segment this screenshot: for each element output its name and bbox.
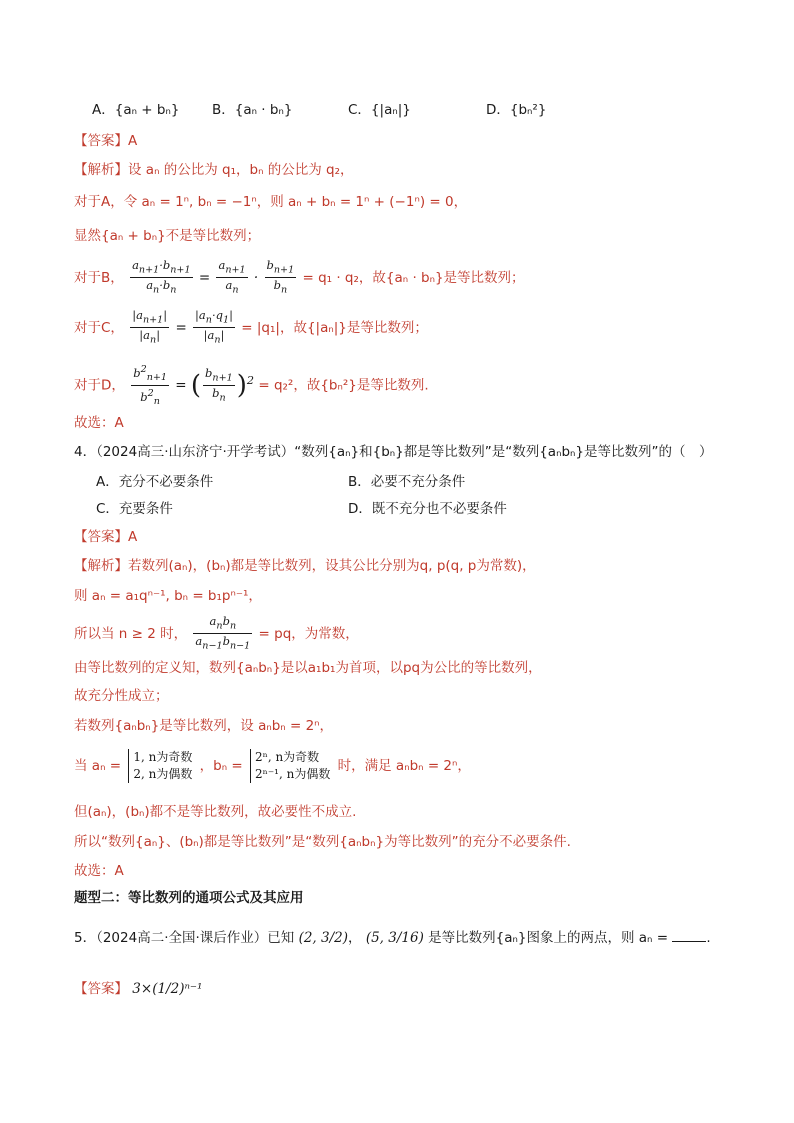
- q4-analysis-2: 则 aₙ = a₁qⁿ⁻¹, bₙ = b₁pⁿ⁻¹，: [74, 588, 262, 604]
- analysis-line: [74, 160, 354, 180]
- answer-value: A: [128, 133, 138, 149]
- q4-analysis-7: [74, 746, 471, 786]
- case-b-label: 对于B，: [74, 269, 124, 286]
- q4-analysis-6: 若数列{aₙbₙ}是等比数列，设 aₙbₙ = 2ⁿ，: [74, 718, 334, 734]
- question-4-stem: 4．（2024高三·山东济宁·开学考试）“数列{aₙ}和{bₙ}都是等比数列”是“数列{aₙbₙ}是等比数列”的（ ）: [74, 444, 713, 460]
- case-a-line: 对于A，令 aₙ = 1ⁿ, bₙ = −1ⁿ，则 aₙ + bₙ = 1ⁿ + (−1ⁿ) = 0，: [74, 194, 468, 210]
- question-5-stem: 5．（2024高二·全国·课后作业）已知 (2, 3/2)， (5, 3/16) 是等比数列{aₙ}图象上的两点，则 aₙ = .: [74, 920, 711, 956]
- case-a-conclusion: 显然{aₙ + bₙ}不是等比数列；: [74, 228, 261, 244]
- q4-answer-line: [74, 527, 137, 547]
- answer-value: A: [128, 529, 138, 545]
- option-b: B．{aₙ · bₙ}: [212, 102, 293, 118]
- fraction-c2: $\frac{|a_n\cdot q_1|}{|a_n|}$: [195, 308, 233, 346]
- answer-blank: [672, 927, 706, 942]
- q4-option-b: B．必要不充分条件: [348, 474, 466, 490]
- option-d: D．{bₙ²}: [486, 102, 547, 118]
- analysis-7-post: 时，满足 aₙbₙ = 2ⁿ，: [337, 758, 471, 774]
- fraction-b1: $\frac{a_{n+1}\cdot b_{n+1}}{a_n\cdot b_n}$: [132, 258, 191, 296]
- analysis-tag: 【解析】: [74, 162, 128, 178]
- option-a: A．{aₙ + bₙ}: [92, 102, 180, 118]
- q4-option-c: C．充要条件: [96, 501, 173, 517]
- q4-option-d: D．既不充分也不必要条件: [348, 501, 507, 517]
- fraction-d2: $\frac{b_{n+1}}{b_n}$: [205, 365, 233, 404]
- fraction-ratio: $\frac{a_nb_n}{a_{n-1}b_{n-1}}$: [195, 614, 251, 652]
- q4-analysis-9: 所以“数列{aₙ}、(bₙ)都是等比数列”是“数列{aₙbₙ}为等比数列”的充分不必要条件.: [74, 834, 571, 850]
- answer-line: [74, 131, 137, 151]
- case-c-label: 对于C，: [74, 319, 124, 336]
- fraction-d1: $\frac{b^2_{n+1}}{b^2_n}$: [133, 364, 167, 408]
- point-1: (2, 3/2): [298, 930, 349, 946]
- case-c-line: 对于C， $\frac{|a_{n+1}|}{|a_n|}$ = $\frac{|a_n\cdot q_1|}{|a_n|}$ = |q₁|，故{|aₙ|}是等比数列；: [74, 308, 428, 346]
- section-title: 题型二：等比数列的通项公式及其应用: [74, 890, 304, 906]
- answer-tag: 【答案】: [74, 133, 128, 149]
- case-c-expr: = |q₁|，故{|aₙ|}是等比数列；: [241, 319, 428, 336]
- q5-stem-pre: 5．（2024高二·全国·课后作业）已知: [74, 930, 295, 946]
- q5-stem-post: 是等比数列{aₙ}图象上的两点，则 aₙ =: [428, 930, 669, 946]
- choose-line: 故选：A: [74, 415, 124, 431]
- q4-analysis-4: 由等比数列的定义知，数列{aₙbₙ}是以a₁b₁为首项，以pq为公比的等比数列，: [74, 660, 542, 676]
- case-d-expr: = q₂²，故{bₙ²}是等比数列.: [258, 377, 429, 394]
- analysis-3-pre: 所以当 n ≥ 2 时，: [74, 625, 188, 642]
- q4-analysis-line: [74, 556, 536, 576]
- fraction-b3: $\frac{b_{n+1}}{b_n}$: [266, 258, 295, 296]
- q4-analysis-5: 故充分性成立；: [74, 688, 169, 704]
- analysis-tag: 【解析】: [74, 558, 128, 574]
- point-2: (5, 3/16): [365, 930, 424, 946]
- analysis-text: 设 aₙ 的公比为 q₁，bₙ 的公比为 q₂，: [128, 162, 354, 178]
- answer-tag: 【答案】: [74, 529, 128, 545]
- answer-value: 3×(1/2)ⁿ⁻¹: [132, 981, 203, 997]
- q4-option-a: A．充分不必要条件: [96, 474, 214, 490]
- q5-answer-line: [74, 972, 202, 1006]
- analysis-7-mid: ，bₙ =: [199, 758, 243, 774]
- answer-tag: 【答案】: [74, 981, 128, 997]
- case-b-line: 对于B， $\frac{a_{n+1}\cdot b_{n+1}}{a_n\cdot b_n}$ = $\frac{a_{n+1}}{a_n}$ · $\frac{b_{n+1}}{b_n}$ = q₁ · q₂，故{aₙ · bₙ}是等比数列；: [74, 258, 525, 296]
- q4-analysis-8: 但(aₙ)，(bₙ)都不是等比数列，故必要性不成立.: [74, 804, 357, 820]
- option-c: C．{|aₙ|}: [348, 102, 411, 118]
- fraction-c1: $\frac{|a_{n+1}|}{|a_n|}$: [132, 308, 168, 346]
- analysis-3-post: = pq，为常数，: [258, 625, 359, 642]
- case-d-line: 对于D， $\frac{b^2_{n+1}}{b^2_n}$ = ( $\frac{b_{n+1}}{b_n}$ )$^2$ = q₂²，故{bₙ²}是等比数列.: [74, 364, 429, 408]
- case-d-label: 对于D，: [74, 377, 125, 394]
- case-b-expr: = q₁ · q₂，故{aₙ · bₙ}是等比数列；: [302, 269, 525, 286]
- q4-analysis-3: [74, 614, 359, 654]
- piecewise-b: 2ⁿ, n为奇数 2ⁿ⁻¹, n为偶数: [250, 749, 330, 783]
- analysis-text: 若数列(aₙ)，(bₙ)都是等比数列，设其公比分别为q, p(q, p为常数)，: [128, 558, 536, 574]
- analysis-7-pre: 当 aₙ =: [74, 758, 122, 774]
- q4-choose: 故选：A: [74, 863, 124, 879]
- fraction-b2: $\frac{a_{n+1}}{a_n}$: [218, 258, 246, 296]
- piecewise-a: 1, n为奇数 2, n为偶数: [128, 749, 192, 783]
